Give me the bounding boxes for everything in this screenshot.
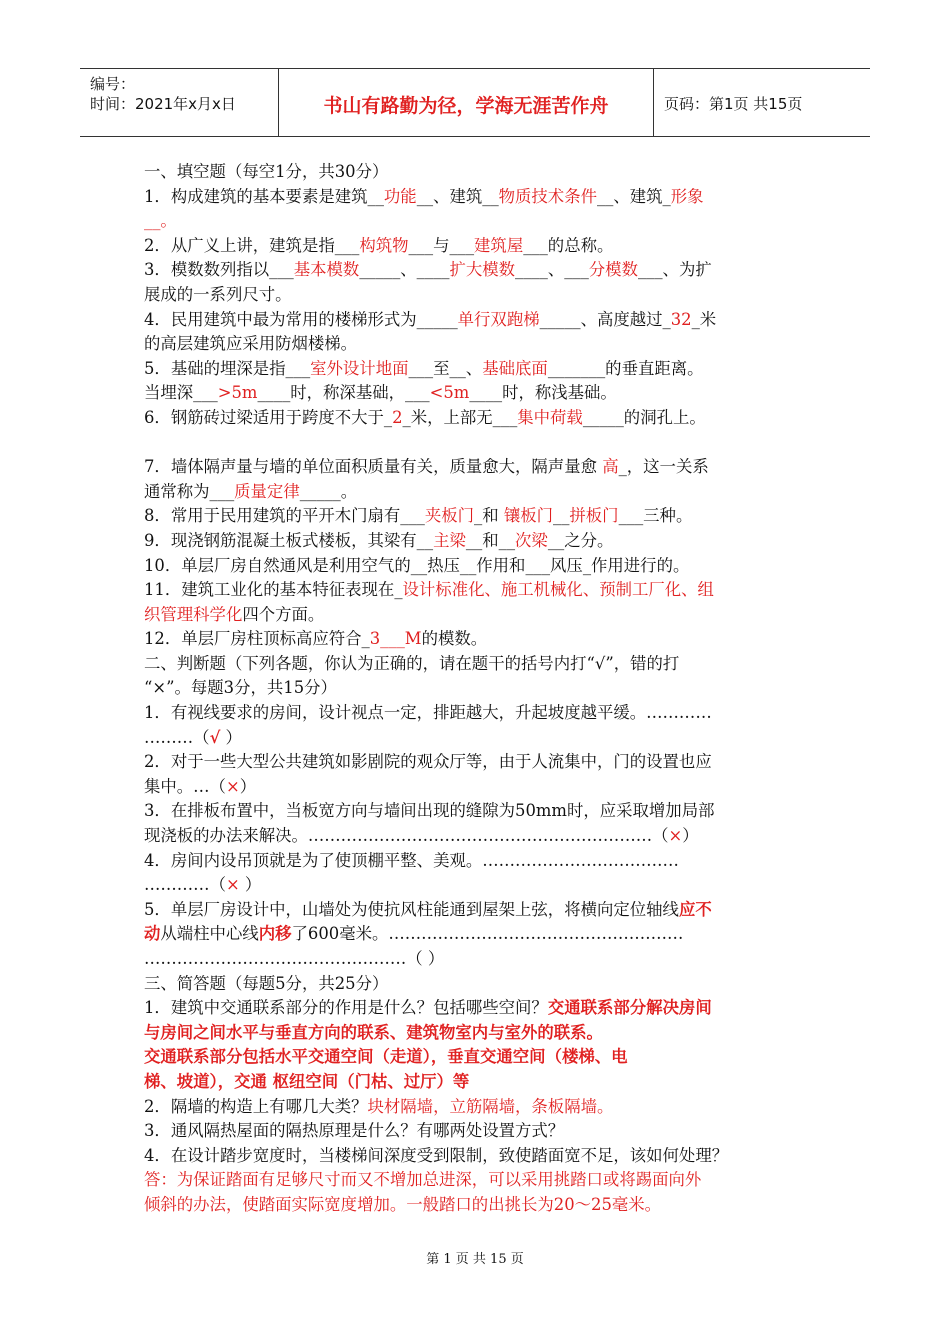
text-segment: 交通联系部分包括水平交通空间（走道），垂直交通空间（楼梯、电: [144, 1047, 628, 1067]
text-segment: ）: [220, 727, 242, 747]
text-segment: 集中荷载: [517, 407, 583, 427]
text-segment: 1．建筑中交通联系部分的作用是什么？包括哪些空间？: [144, 998, 548, 1018]
text-segment: 动: [144, 924, 161, 944]
text-segment: 3．在排板布置中，当板宽方向与墙间出现的缝隙为50mm时，应采取增加局部: [144, 801, 715, 821]
text-line: [144, 947, 812, 972]
text-line: [144, 1144, 812, 1169]
text-segment: 1．有视线要求的房间，设计视点一定，排距越大，升起坡度越平缓。…………: [144, 703, 712, 723]
text-segment: ×: [225, 875, 240, 895]
text-segment: 分模数: [588, 260, 638, 280]
text-segment: 三、简答题（每题5分，共25分）: [144, 973, 389, 993]
text-segment: 与房间之间水平与垂直方向的联系、建筑物室内与室外的联系。: [144, 1022, 603, 1042]
header-motto-cell: [279, 69, 654, 136]
text-segment: 物质技术条件: [498, 186, 597, 206]
page-footer: 第 1 页 共 15 页: [426, 1252, 524, 1267]
text-segment: 32: [670, 309, 692, 329]
text-segment: 集中。…（: [144, 776, 226, 796]
text-segment: 10．单层厂房自然通风是利用空气的__热压__作用和___风压_作用进行的。: [144, 555, 690, 575]
text-segment: __之分。: [547, 530, 614, 550]
text-line: [144, 652, 812, 677]
text-segment: ____时，称深基础，___: [257, 383, 430, 403]
text-segment: _____的洞孔上。: [582, 407, 706, 427]
text-segment: ___与___: [408, 235, 475, 255]
header-info-cell: [80, 69, 279, 136]
text-segment: 3．模数数列指以___: [144, 260, 294, 280]
text-line: [144, 529, 812, 554]
text-segment: ………（: [144, 727, 210, 747]
text-segment: ___的总称。: [523, 235, 614, 255]
text-segment: ×: [225, 776, 240, 796]
date-line: 时间：2021年x月x日: [90, 95, 236, 113]
text-line: [144, 849, 812, 874]
text-segment: __和__: [465, 530, 516, 550]
text-line: [144, 578, 812, 603]
text-segment: 扩大模数: [449, 260, 516, 280]
text-segment: ）: [239, 875, 262, 895]
text-segment: 2．从广义上讲，建筑是指___: [144, 235, 360, 255]
text-line: [144, 972, 812, 997]
document-header: [80, 68, 870, 137]
text-segment: 通常称为___: [144, 481, 235, 501]
text-line: [144, 1095, 812, 1120]
text-segment: …………（: [144, 875, 226, 895]
text-segment: ）: [682, 826, 699, 846]
text-segment: __、建筑_: [596, 186, 671, 206]
text-line: [144, 996, 812, 1021]
text-segment: √: [209, 727, 221, 747]
text-segment: 单行双跑梯: [457, 309, 540, 329]
text-segment: 9．现浇钢筋混凝土板式楼板，其梁有__: [144, 530, 434, 550]
text-segment: _米，上部无___: [402, 407, 518, 427]
text-segment: <5m: [429, 383, 470, 403]
text-segment: 内移: [258, 924, 292, 944]
text-line: [144, 922, 812, 947]
text-line: [144, 332, 812, 357]
text-line: [144, 234, 812, 259]
text-line: [144, 799, 812, 824]
text-line: [144, 1119, 812, 1144]
text-segment: 答：为保证踏面有足够尺寸而又不增加总进深，可以采用挑踏口或将踢面向外: [144, 1170, 702, 1190]
text-line: [144, 185, 812, 210]
text-segment: …………………………………………（ ）: [144, 949, 445, 968]
text-segment: 7．墙体隔声量与墙的单位面积质量有关，质量愈大，隔声量愈: [144, 457, 603, 477]
text-segment: 8．常用于民用建筑的平开木门扇有___: [144, 506, 425, 526]
text-segment: 5．基础的埋深是指___: [144, 358, 311, 378]
text-line: [144, 726, 812, 751]
text-segment: ___至__、: [408, 358, 483, 378]
page-info: 页码：第1页 共15页: [664, 95, 803, 113]
code-label: 编号：: [90, 75, 136, 93]
text-segment: 形象: [670, 186, 704, 206]
text-segment: 的高层建筑应采用防烟楼梯。: [144, 334, 358, 354]
text-segment: 构筑物: [359, 235, 409, 255]
text-line: [144, 160, 812, 185]
text-segment: 2．隔墙的构造上有哪几大类？: [144, 1096, 368, 1116]
text-line: [144, 1193, 812, 1218]
text-line: [144, 455, 812, 480]
text-segment: _____、高度越过_: [539, 309, 671, 329]
text-segment: 6．钢筋砖过梁适用于跨度不大于_: [144, 407, 393, 427]
header-page-cell: [654, 69, 870, 136]
text-segment: 从端柱中心线: [160, 924, 259, 944]
text-line: [144, 209, 812, 234]
text-segment: 当埋深___: [144, 383, 218, 403]
text-segment: 3．通风隔热屋面的隔热原理是什么？有哪两处设置方式？: [144, 1121, 565, 1141]
text-segment: ___、为扩: [637, 260, 712, 280]
text-line: [144, 283, 812, 308]
text-line: [144, 480, 812, 505]
text-segment: _，这一关系: [618, 457, 709, 477]
text-segment: 次梁: [515, 530, 548, 550]
text-segment: 12．单层厂房柱顶标高应符合_: [144, 629, 370, 649]
text-line: [144, 627, 812, 652]
text-segment: _和: [474, 506, 504, 526]
text-segment: 现浇板的办法来解决。………………………………………………………（: [144, 826, 669, 846]
text-segment: 基础底面: [482, 358, 548, 378]
text-line: [144, 1045, 812, 1070]
text-segment: ____时，称浅基础。: [469, 383, 617, 403]
text-segment: 1．构成建筑的基本要素是建筑__: [144, 186, 384, 206]
text-line: [144, 381, 812, 406]
text-segment: 功能: [383, 186, 417, 206]
text-segment: 梯、坡道），交通 枢纽空间（门枯、过厅）等: [144, 1071, 470, 1091]
text-segment: 设计标准化、施工机械化、预制工厂化、组: [402, 580, 714, 600]
motto: 书山有路勤为径，学海无涯苦作舟: [323, 95, 609, 117]
text-segment: 建筑屋: [474, 235, 524, 255]
text-segment: 织管理科学化: [144, 604, 243, 624]
text-line: [144, 554, 812, 579]
text-segment: 4．在设计踏步宽度时，当楼梯间深度受到限制，致使踏面宽不足，该如何处理？: [144, 1145, 729, 1165]
text-line: [144, 603, 812, 628]
text-segment: 11．建筑工业化的基本特征表现在_: [144, 580, 403, 600]
text-segment: 室外设计地面: [310, 358, 409, 378]
text-line: [144, 750, 812, 775]
text-segment: ___三种。: [618, 506, 693, 526]
text-segment: __。: [144, 211, 177, 231]
text-line: [144, 1168, 812, 1193]
text-line: [144, 1070, 812, 1095]
text-segment: 二、判断题（下列各题，你认为正确的，请在题干的括号内打“√”，错的打: [144, 653, 680, 673]
text-line: [144, 308, 812, 333]
text-segment: >5m: [217, 383, 258, 403]
text-segment: _____。: [299, 481, 358, 501]
text-segment: 4．民用建筑中最为常用的楼梯形式为_____: [144, 309, 458, 329]
text-segment: 主梁: [433, 530, 466, 550]
text-segment: 镶板门: [503, 506, 554, 526]
text-segment: 四个方面。: [242, 604, 325, 624]
text-segment: 2．对于一些大型公共建筑如影剧院的观众厅等，由于人流集中，门的设置也应: [144, 752, 712, 772]
text-line: [144, 701, 812, 726]
text-line: [144, 775, 812, 800]
text-segment: 2: [392, 407, 403, 427]
text-segment: 了600毫米。………………………………………………: [291, 924, 684, 944]
text-segment: 质量定律: [234, 481, 300, 501]
text-segment: ×: [668, 826, 683, 846]
text-line: [144, 357, 812, 382]
text-line: [144, 676, 812, 701]
text-segment: 交通联系部分解决房间: [547, 998, 712, 1018]
text-segment: 5．单层厂房设计中，山墙处为使抗风柱能通到屋架上弦，将横向定位轴线: [144, 899, 679, 919]
text-segment: 基本模数: [293, 260, 360, 280]
text-segment: ）: [239, 776, 257, 796]
text-segment: ____、___: [515, 260, 589, 280]
text-line: [144, 1021, 812, 1046]
text-segment: 一、填空题（每空1分，共30分）: [144, 162, 389, 181]
text-segment: 的模数。: [421, 629, 488, 649]
text-segment: 夹板门: [424, 506, 475, 526]
text-segment: _____、____: [359, 260, 450, 280]
text-segment: 4．房间内设吊顶就是为了使顶棚平整、美观。………………………………: [144, 850, 679, 870]
text-segment: 3___M: [369, 629, 422, 649]
text-segment: 倾斜的办法，使踏面实际宽度增加。一般踏口的出挑长为20～25毫米。: [144, 1194, 662, 1214]
text-segment: 高: [602, 457, 619, 477]
text-segment: _______的垂直距离。: [547, 358, 704, 378]
text-segment: 拼板门: [569, 506, 619, 526]
document-body: [144, 160, 812, 1218]
text-line: [144, 824, 812, 849]
text-segment: 展成的一系列尺寸。: [144, 284, 292, 304]
text-segment: 应不: [678, 899, 712, 919]
text-segment: _米: [691, 309, 717, 329]
text-segment: “×”。每题3分，共15分）: [144, 678, 337, 698]
text-line: [144, 873, 812, 898]
text-line: [144, 504, 812, 529]
text-segment: __: [553, 506, 570, 526]
text-segment: __、建筑__: [416, 186, 499, 206]
text-line: [144, 258, 812, 283]
text-segment: 块材隔墙，立筋隔墙，条板隔墙。: [367, 1096, 614, 1116]
text-line: [144, 898, 812, 923]
text-line: [144, 406, 812, 431]
